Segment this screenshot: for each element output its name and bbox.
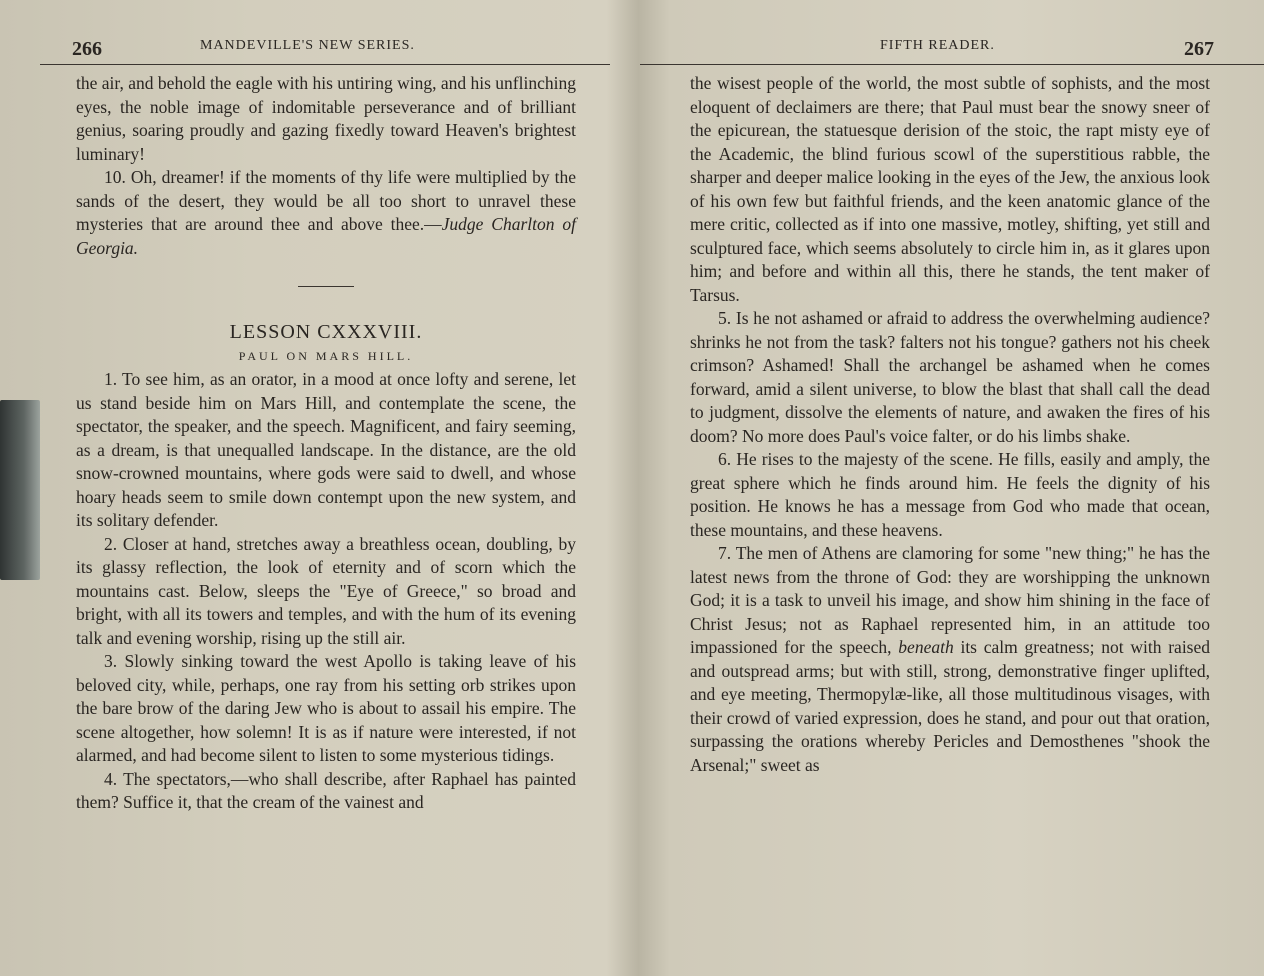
page-edge <box>0 400 40 580</box>
attribution: Judge Charlton of Georgia. <box>76 214 576 258</box>
right-header-title: FIFTH READER. <box>880 38 995 53</box>
left-body-text <box>76 72 576 815</box>
paragraph-7 <box>690 542 1210 777</box>
continuation-paragraph: the air, and behold the eagle with his untiring wing, and his unflinching eyes, the noble image of indomitable perseverance and of brilliant genius, soaring proudly and gazing fixedly toward Heaven's brightest luminary! <box>76 73 576 164</box>
paragraph-3: 3. Slowly sinking toward the west Apollo is taking leave of his beloved city, while, perhaps, one ray from his setting orb strikes upon the bare brow of the daring Jew who is about to assail his empire. The scene altogether, how solemn! It is as if nature were interested, if not alarmed, and had become silent to listen to some mysterious tidings. <box>76 651 576 765</box>
paragraph-4: 4. The spectators,—who shall describe, after Raphael has painted them? Suffice it, that the cream of the vainest and <box>76 768 576 812</box>
paragraph-7-text-b: its calm greatness; not with raised and outspread arms; but with still, strong, demonstrative finger uplifted, and eye meeting, Thermopylæ-like, all those multitudinous visages, with their crowd of varied expression, does he stand, and pour out that oration, surpassing the orations whereby Pericles and Demosthenes "shook the Arsenal;" sweet as <box>690 637 1211 775</box>
right-page-number: 267 <box>1184 38 1214 60</box>
lesson-title: LESSON CXXXVIII. <box>229 321 423 343</box>
paragraph-7-text-a: 7. The men of Athens are clamoring for some "new thing;" he has the latest news from the throne of God: they are worshipping the unknown God; it is a task to unveil his image, and show him shining in the face of Christ Jesus; not as Raphael represented him, in an attitude too impassioned for the speech, <box>690 543 1210 657</box>
left-header-title: MANDEVILLE'S NEW SERIES. <box>200 38 415 53</box>
paragraph-7-emphasis: beneath <box>898 637 954 657</box>
right-page <box>640 0 1264 976</box>
paragraph-2: 2. Closer at hand, stretches away a breathless ocean, doubling, by its glassy reflection, the look of eternity and of scorn which the mountains cast. Below, sleeps the "Eye of Greece," so broad and bright, with all its towers and temples, and with the hum of its evening talk and evening worship, rising up the still air. <box>76 533 576 648</box>
continuation-paragraph: the wisest people of the world, the most subtle of sophists, and the most eloquent of declaimers are there; that Paul must bear the snowy sneer of the epicurean, the statuesque derision of the stoic, the rapt misty eye of the Academic, the blind furious scowl of the superstitious rabble, the sharper and deeper malice looking in the eyes of the Jew, the anxious look of his own few but faithful friends, and the keen anatomic glance of the mere critic, collected as if into one massive, motley, shifting, yet still and sculptured face, which seems absolutely to circle him in, as it glares upon him; and before and within all this, there he stands, the tent maker of Tarsus. <box>690 73 1210 305</box>
paragraph-10 <box>76 166 576 260</box>
right-running-head <box>640 34 1264 65</box>
paragraph-1: 1. To see him, as an orator, in a mood at once lofty and serene, let us stand beside him on Mars Hill, and contemplate the scene, the spectator, the speaker, and the speech. Magnificent, and fairy seeming, as a dream, is that unequalled landscape. In the distance, are the old snow-crowned mountains, where gods were said to dwell, and whose hoary heads seem to smile down contempt upon the new system, and its solitary defender. <box>76 369 576 530</box>
paragraph-6: 6. He rises to the majesty of the scene. He fills, easily and amply, the great sphere which he finds around him. He feels the dignity of his position. He knows he has a message from God who made that ocean, these mountains, and these heavens. <box>690 449 1210 540</box>
left-page-number: 266 <box>72 38 102 60</box>
right-body-text <box>690 72 1210 777</box>
left-running-head <box>40 34 610 65</box>
lesson-subtitle: PAUL ON MARS HILL. <box>238 348 414 363</box>
section-divider <box>298 286 354 287</box>
paragraph-10-text: 10. Oh, dreamer! if the moments of thy life were multiplied by the sands of the desert, they would be all too short to unravel these mysteries that are around thee and above thee.— <box>76 167 576 234</box>
paragraph-5: 5. Is he not ashamed or afraid to address the overwhelming audience? shrinks he not from the task? falters not his tongue? gathers not his cheek crimson? Ashamed! Shall the archangel be ashamed when he comes forward, amid a silent universe, to blow the blast that shall call the dead to judgment, dissolve the elements of nature, and awaken the fires of his doom? No more does Paul's voice falter, or do his limbs shake. <box>690 308 1210 446</box>
left-page <box>40 0 610 976</box>
